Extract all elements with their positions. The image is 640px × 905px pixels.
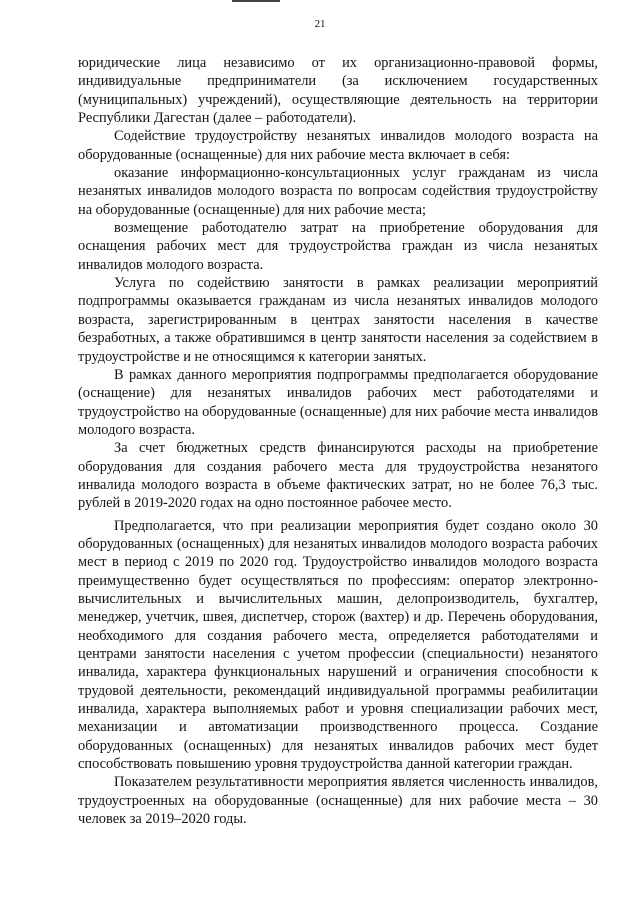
paragraph-service-recipients: Услуга по содействию занятости в рамках реализации мероприятий подпрограммы оказывается гражданам из числа незанятых инвалидов молодого возраста, зарегистрированным в центрах занятости населения в качестве безработных, а также обратившимся в центр занятости населения за содействием в трудоустройстве и не относящимся к категории занятых. <box>78 275 598 365</box>
paragraph-employers-definition: юридические лица независимо от их организационно-правовой формы, индивидуальные предприниматели (за исключением государственных (муниципальных) учреждений), осуществляющие деятельность на территории Республики Дагестан (далее – работодатели). <box>78 55 598 127</box>
page-number: 21 <box>314 18 326 30</box>
paragraph-measure-scope: В рамках данного мероприятия подпрограммы предполагается оборудование (оснащение) для незанятых инвалидов рабочих мест работодателями и трудоустройство на оборудованные (оснащенные) для них рабочие места инвалидов молодого возраста. <box>78 366 598 438</box>
paragraph-cost-reimbursement: возмещение работодателю затрат на приобретение оборудования для оснащения рабочих мест для трудоустройства граждан из числа незанятых инвалидов молодого возраста. <box>78 220 598 273</box>
paragraph-expected-results: Предполагается, что при реализации мероприятия будет создано около 30 оборудованных (оснащенных) для незанятых инвалидов молодого возраста рабочих мест в период с 2019 по 2020 год. Трудоустройство инвалидов молодого возраста преимущественно будет осуществляться по профессиям: оператор электронно-вычислительных и вычислительных машин, делопроизводитель, бухгалтер, менеджер, учетчик, швея, диспетчер, сторож (вахтер) и др. Перечень оборудования, необходимого для создания рабочего места, определяется работодателями и центрами занятости населения с учетом профессии (специальности) незанятого инвалида, характера функциональных нарушений и ограничения способности к трудовой деятельности, рекомендаций индивидуальной программы реабилитации инвалида, характера выполняемых работ и уровня специализации рабочих мест, механизации и автоматизации производственного процесса. Создание оборудованных (оснащенных) для незанятых инвалидов рабочих мест будет способствовать повышению уровня трудоустройства данной категории граждан. <box>78 517 598 773</box>
top-edge-mark <box>232 0 280 2</box>
document-body <box>78 54 598 828</box>
paragraph-financing: За счет бюджетных средств финансируются расходы на приобретение оборудования для создания рабочего места для трудоустройства незанятого инвалида молодого возраста в объеме фактических затрат, но не более 76,3 тыс. рублей в 2019-2020 годах на одно постоянное рабочее место. <box>78 440 598 512</box>
paragraph-performance-indicator: Показателем результативности мероприятия является численность инвалидов, трудоустроенных на оборудованные (оснащенные) для них рабочие места – 30 человек за 2019–2020 годы. <box>78 774 598 828</box>
paragraph-assistance-includes: Содействие трудоустройству незанятых инвалидов молодого возраста на оборудованные (оснащенные) для них рабочие места включает в себя: <box>78 128 598 163</box>
paragraph-consulting-services: оказание информационно-консультационных услуг гражданам из числа незанятых инвалидов молодого возраста по вопросам содействия трудоустройству на оборудованные (оснащенные) для них рабочие места; <box>78 165 598 218</box>
